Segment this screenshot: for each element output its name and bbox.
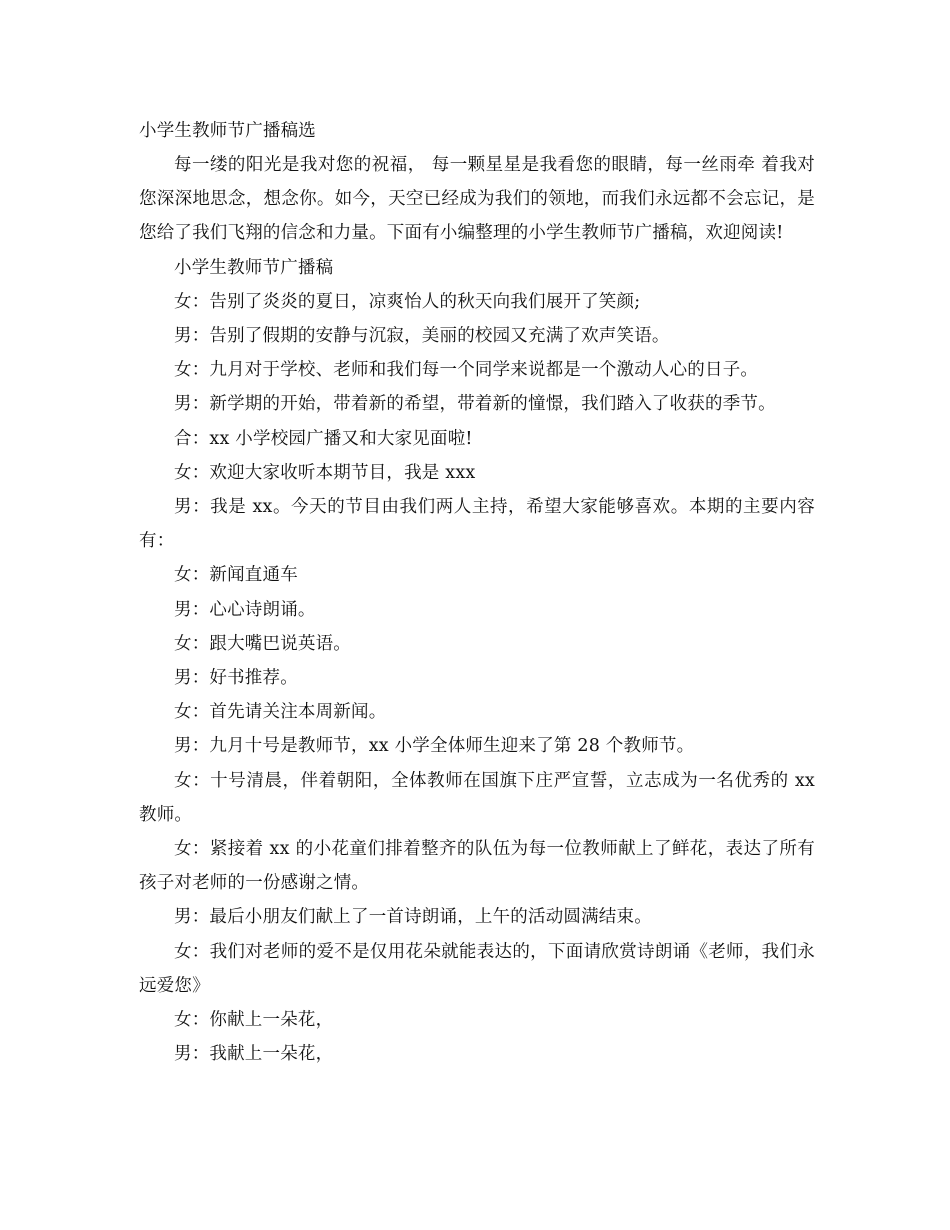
script-line: 女：十号清晨，伴着朝阳，全体教师在国旗下庄严宣誓，立志成为一名优秀的 xx 教师。 bbox=[139, 770, 815, 825]
script-line: 合：xx 小学校园广播又和大家见面啦! bbox=[174, 428, 473, 449]
subtitle: 小学生教师节广播稿 bbox=[174, 257, 334, 278]
script-line: 女：紧接着 xx 的小花童们排着整齐的队伍为每一位教师献上了鲜花，表达了所有孩子对老师的一份感谢之情。 bbox=[139, 839, 815, 894]
script-line: 女：新闻直通车 bbox=[174, 565, 298, 586]
script-line: 男：告别了假期的安静与沉寂，美丽的校园又充满了欢声笑语。 bbox=[174, 326, 670, 347]
script-line: 男：我献上一朵花， bbox=[174, 1044, 334, 1065]
intro-paragraph: 每一缕的阳光是我对您的祝福， 每一颗星星是我看您的眼睛，每一丝雨牵 着我对您深深地思念，想念你。如今，天空已经成为我们的领地，而我们永远都不会忘记，是您给了我们飞翔的信念和力量。下面有小编整理的小学生教师节广播稿，欢迎阅读! bbox=[139, 155, 815, 244]
script-line: 女：首先请关注本周新闻。 bbox=[174, 702, 387, 723]
script-line: 女：欢迎大家收听本期节目，我是 xxx bbox=[174, 462, 476, 483]
script-line: 女：我们对老师的爱不是仅用花朵就能表达的，下面请欣赏诗朗诵《老师，我们永远爱您》 bbox=[139, 941, 815, 996]
document-page bbox=[139, 114, 815, 1071]
script-line: 女：告别了炎炎的夏日，凉爽怡人的秋天向我们展开了笑颜; bbox=[174, 291, 641, 312]
script-line: 男：最后小朋友们献上了一首诗朗诵，上午的活动圆满结束。 bbox=[174, 907, 652, 928]
script-line: 女：九月对于学校、老师和我们每一个同学来说都是一个激动人心的日子。 bbox=[174, 360, 759, 381]
script-line: 男：九月十号是教师节，xx 小学全体师生迎来了第 28 个教师节。 bbox=[174, 736, 695, 757]
script-line: 女：你献上一朵花， bbox=[174, 1010, 334, 1031]
script-line: 男：心心诗朗诵。 bbox=[174, 599, 316, 620]
script-line: 男：好书推荐。 bbox=[174, 668, 298, 689]
document-title: 小学生教师节广播稿选 bbox=[139, 121, 316, 141]
script-line: 男：我是 xx。今天的节目由我们两人主持，希望大家能够喜欢。本期的主要内容有： bbox=[139, 497, 815, 552]
script-line: 男：新学期的开始，带着新的希望，带着新的憧憬，我们踏入了收获的季节。 bbox=[174, 394, 776, 415]
script-line: 女：跟大嘴巴说英语。 bbox=[174, 633, 351, 654]
